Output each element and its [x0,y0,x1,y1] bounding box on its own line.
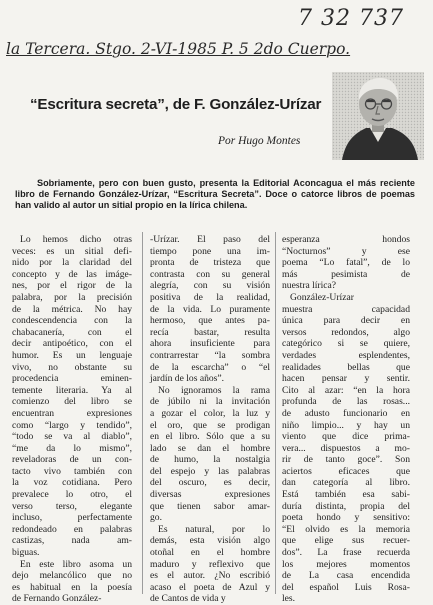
column-3-line: que elige sus recuer- [282,535,410,547]
column-2-line: lado se dan el hombre [150,442,270,454]
column-1-line: decir antipoético, con el [12,338,132,350]
column-2-line: de júbilo ni la invitación [150,396,270,408]
file-number-annotation: 7 32 737 [298,6,404,31]
column-2-line: go. [150,512,162,524]
column-1-line: humor. Es un lenguaje [12,349,132,361]
column-2-line: contrarrestar “la sombra [150,349,270,361]
column-1-line: procedencia eminen- [12,373,132,385]
column-2-line: ahora insuficiente para [150,338,270,350]
column-2-line: -Urízar. El paso del [150,234,270,245]
column-1-line: castizas, nada am- [12,535,132,547]
column-2-line: recía bastar, resulta [150,326,270,338]
column-2-line: de la vida. Lo puramente [150,303,270,315]
column-3-line: de adusto funcionario en [282,407,410,419]
column-2-line: pronta de tristeza que [150,257,270,269]
column-2-line: positiva de la realidad, [150,291,270,303]
article-headline: “Escritura secreta”, de F. González-Urízar [30,96,322,113]
column-3-line: de La casa encendida [282,570,410,582]
column-3-line: verdades esplendentes, [282,349,410,361]
column-2-line: tiempo pone una im- [150,245,270,257]
column-2-line: maduro y reflexivo que [150,558,270,570]
column-1-line: comienzo del libro se [12,396,132,408]
column-1-line: encuentran expresiones [12,407,132,419]
column-3-line: hacen pensar y sentir. [282,373,410,385]
column-3-line: los mejores momentos [282,558,410,570]
column-3-line: poema “Lo fatal”, de lo [282,257,410,269]
column-2-line: jardín de los años”. [150,373,225,385]
column-2-line: del espejo y las palabras [150,465,270,477]
column-3-line: más pesimista de [282,268,410,280]
column-3-line: realidades bellas que [282,361,410,373]
column-1-line: veces: es un sitial defi- [12,245,132,257]
column-2-line: es el autor. ¿No escribió [150,570,270,582]
column-2-line: del oscuro, es decir, [150,477,270,489]
column-3-line: dos”. La frase recuerda [282,547,410,559]
column-1-line: temente literaria. Ya al [12,384,132,396]
column-2-line: No ignoramos la rama [158,384,270,396]
column-2-line: demás, esta visión algo [150,535,270,547]
column-3-line: Está también esa sabi- [282,489,410,501]
column-1-line: verso terso, elegante [12,500,132,512]
column-3-line: rir de tanto goce”. Son [282,454,410,466]
column-1-line: En este libro asoma un [20,558,132,570]
column-1-line: condescendencia con la [12,315,132,327]
column-2-line: Es natural, por lo [158,523,270,535]
column-2-line: de Cantos de vida y [150,593,226,605]
column-1-line: palabra, por la precisión [12,291,132,303]
column-1-line: reveladoras de un con- [12,454,132,466]
column-1-line: chabacanería, con el [12,326,132,338]
column-1-line: “me da lo mismo”, [12,442,132,454]
article-byline: Por Hugo Montes [218,135,301,147]
column-2-line: otoñal en el hombre [150,547,270,559]
column-1-line: prevalece lo otro, el [12,489,132,501]
column-1-line: como “largo y tendido”, [12,419,132,431]
column-3-line: única para decir en [282,315,410,327]
column-3-line: vera... dispuestos a mo- [282,442,410,454]
column-1-line: nes, por el rigor de la [12,280,132,292]
column-2-line: que tienen sabor amar- [150,500,270,512]
column-3-line: poeta hondo y sensitivo: [282,512,410,524]
column-3-line: categórico si se quiere, [282,338,410,350]
column-3-line: muestra capacidad [282,303,410,315]
column-rule-1 [142,232,143,594]
column-1-line: Lo hemos dicho otras [20,234,132,245]
column-3-line: aciertos eficaces que [282,465,410,477]
column-1-line: dejo melancólico que no [12,570,132,582]
column-1-line: incluso, perfectamente [12,512,132,524]
date-source-annotation: la Tercera. Stgo. 2-VI-1985 P. 5 2do Cuerpo. [6,40,351,58]
column-3-line: les. [282,593,296,605]
article-column-2 [150,234,270,605]
column-rule-2 [275,232,276,594]
column-2-line: alegría, con su visión [150,280,270,292]
column-1-line: vivo, no obstante su [12,361,132,373]
column-3-line: duría distinta, propia del [282,500,410,512]
column-2-line: diversas expresiones [150,489,270,501]
column-2-line: de humo, la nostalgia [150,454,270,466]
column-3-line: esperanza hondos [282,234,410,245]
article-lead: Sobriamente, pero con buen gusto, presenta la Editorial Aconcagua el más reciente libro de Fernando González-Urízar, “Escritura Secreta”. Doce o catorce libros de poemas han valido al autor un sitial propio en la lírica chilena. [15,178,415,211]
column-3-line: profunda de las rosas... [282,396,410,408]
column-2-line: contrasta con su general [150,268,270,280]
column-1-line: “todo se va al diablo”, [12,431,132,443]
column-2-line: acaso el poeta de Azul y [150,581,270,593]
column-1-line: redondeado en palabras [12,523,132,535]
column-3-line: nuestra lírica? [282,280,337,292]
column-1-line: de la métrica. No hay [12,303,132,315]
article-column-3 [282,234,410,605]
column-1-line: tacto vivo también con [12,465,132,477]
author-portrait [332,72,424,160]
column-1-line: concepto y de las imáge- [12,268,132,280]
column-3-line: versos redondos, algo [282,326,410,338]
column-1-line: nido por la claridad del [12,257,132,269]
column-3-line: González-Urízar [290,291,354,303]
column-1-line: de Fernando González- [12,593,102,605]
author-portrait-photo [332,72,424,160]
column-2-line: hermoso, que antes pa- [150,315,270,327]
column-1-line: biguas. [12,547,40,559]
column-2-line: el oro, que se prodigan [150,419,270,431]
column-2-line: en el libro. Sólo que a su [150,431,270,443]
column-3-line: dan categoría al libro. [282,477,410,489]
column-1-line: la voz cotidiana. Pero [12,477,132,489]
column-3-line: del español Luis Rosa- [282,581,410,593]
column-3-line: Cito al azar: “en la hora [282,384,410,396]
column-2-line: de la escarcha” o “el [150,361,270,373]
column-1-line: es habitual en la poesía [12,581,132,593]
column-2-line: a gozar el color, la luz y [150,407,270,419]
article-column-1 [12,234,132,605]
column-3-line: viento que dice prima- [282,431,410,443]
column-3-line: niño limpio... y hay un [282,419,410,431]
column-3-line: “Nocturnos” y ese [282,245,410,257]
column-3-line: “El olvido es la memoria [282,523,410,535]
